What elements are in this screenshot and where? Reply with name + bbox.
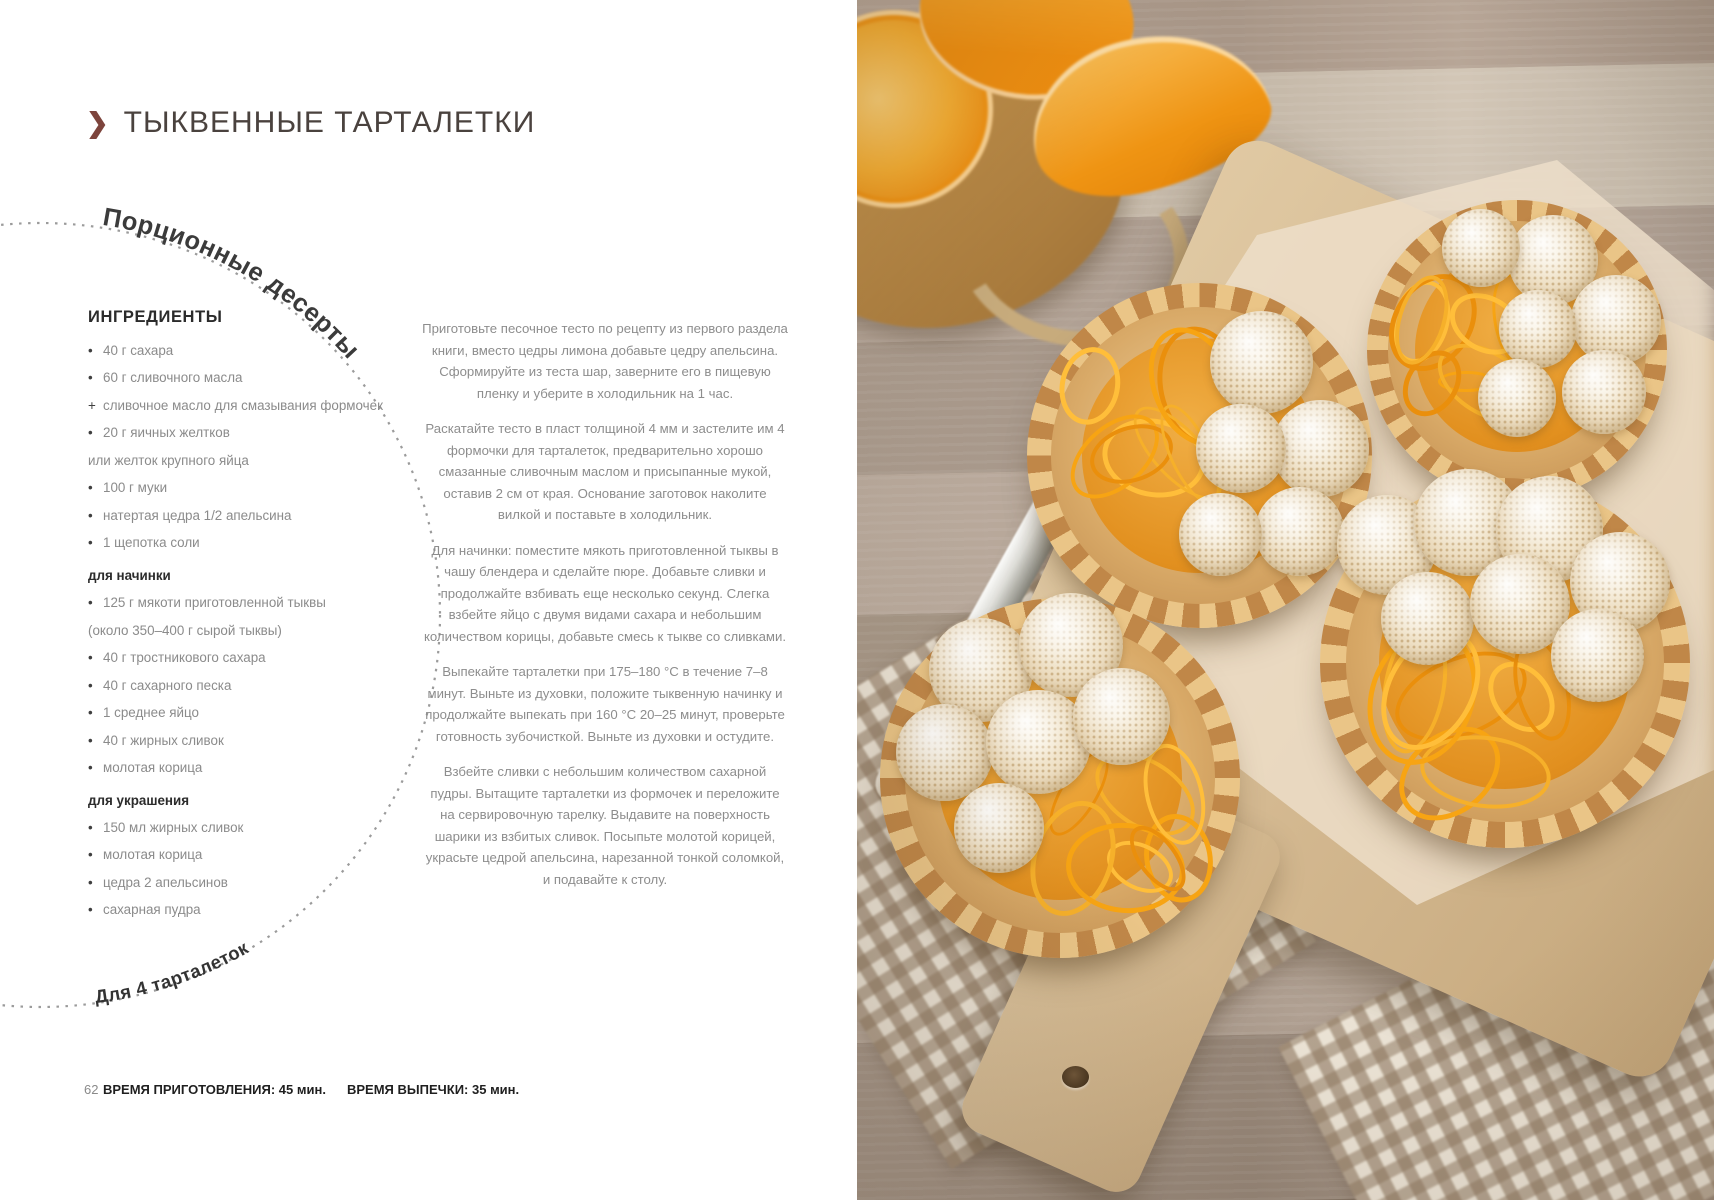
- pumpkin-tartlet: [1027, 283, 1372, 628]
- bake-time-label: ВРЕМЯ ВЫПЕЧКИ: 35 мин.: [347, 1082, 520, 1097]
- ingredient-item: [88, 589, 396, 616]
- ingredient-item: [88, 447, 396, 474]
- instruction-paragraph: Для начинки: поместите мякоть приготовленной тыквы в чашу блендера и сделайте пюре. Добавьте сливки и продолжайте взбивать еще несколько секунд. Слегка взбейте яйцо с двумя видами сахара и небольшим количеством корицы, добавьте смесь к тыкве со сливками.: [423, 542, 787, 644]
- ingredient-text: 40 г сахарного песка: [103, 677, 232, 693]
- ingredient-text: сахарная пудра: [103, 902, 201, 918]
- ingredient-text: 40 г сахара: [103, 343, 174, 358]
- whipped-cream-ball: [1562, 350, 1646, 434]
- ingredient-item: [88, 754, 396, 781]
- ingredient-item: [88, 869, 396, 896]
- ingredient-text: 40 г жирных сливок: [103, 732, 224, 748]
- instructions-section: [422, 318, 788, 904]
- ingredient-item: [88, 814, 396, 841]
- whipped-cream-ball: [1196, 404, 1286, 494]
- ingredient-item: [88, 502, 396, 529]
- ingredient-text: цедра 2 апельсинов: [103, 874, 228, 890]
- ingredient-text: или желток крупного яйца: [88, 452, 249, 468]
- pumpkin-tartlet: [1367, 200, 1667, 500]
- ingredients-section: [88, 308, 396, 924]
- instruction-paragraph: Выпекайте тарталетки при 175–180 °С в течение 7–8 минут. Выньте из духовки, положите тыквенную начинку и продолжайте выпекать при 160 °С 20–25 минут, проверьте готовность зубочисткой. Выньте из духовки и остудите.: [425, 664, 785, 744]
- bullet-icon: •: [88, 760, 93, 776]
- ingredient-item: [88, 644, 396, 671]
- bullet-icon: •: [88, 595, 93, 611]
- ingredients-list: [88, 337, 396, 924]
- ingredients-header: ИНГРЕДИЕНТЫ: [88, 308, 223, 326]
- bullet-icon: •: [88, 874, 93, 890]
- ingredient-text: натертая цедра 1/2 апельсина: [103, 507, 292, 523]
- ingredient-item: [88, 474, 396, 501]
- ingredient-text: 1 щепотка соли: [103, 535, 200, 551]
- bullet-icon: •: [88, 370, 93, 386]
- ingredient-item: [88, 727, 396, 754]
- bullet-icon: •: [88, 343, 93, 358]
- chevron-icon: ❯: [86, 107, 109, 138]
- bullet-icon: •: [88, 535, 93, 551]
- bullet-icon: •: [88, 425, 93, 441]
- whipped-cream-ball: [1179, 493, 1262, 576]
- ingredient-item: [88, 562, 396, 589]
- whipped-cream-ball: [1499, 290, 1577, 368]
- bullet-icon: •: [88, 480, 93, 496]
- ingredient-item: [88, 699, 396, 726]
- ingredient-text: 150 мл жирных сливок: [103, 819, 244, 835]
- pumpkin-tartlet: [880, 598, 1240, 958]
- bullet-icon: •: [88, 819, 93, 835]
- whipped-cream-ball: [1073, 668, 1170, 765]
- bullet-icon: •: [88, 847, 93, 863]
- recipe-title-row: [86, 106, 535, 140]
- ingredient-text: 40 г тростникового сахара: [103, 650, 266, 666]
- whipped-cream-ball: [1381, 572, 1474, 665]
- ingredient-item: [88, 392, 396, 419]
- bullet-icon: •: [88, 705, 93, 721]
- whipped-cream-ball: [1210, 311, 1314, 415]
- ingredient-item: [88, 787, 396, 814]
- ingredient-item: [88, 841, 396, 868]
- bullet-icon: •: [88, 677, 93, 693]
- whipped-cream-ball: [1551, 609, 1644, 702]
- whipped-cream-ball: [1478, 359, 1556, 437]
- whipped-cream-ball: [1255, 487, 1345, 577]
- ingredient-item: [88, 672, 396, 699]
- prep-time-label: ВРЕМЯ ПРИГОТОВЛЕНИЯ: 45 мин.: [103, 1082, 326, 1097]
- whipped-cream-ball: [1442, 209, 1520, 287]
- ingredient-item: [88, 896, 396, 923]
- bullet-icon: •: [88, 732, 93, 748]
- ingredient-item: [88, 617, 396, 644]
- ingredient-text: молотая корица: [103, 847, 203, 863]
- recipe-photo: [857, 0, 1714, 1200]
- whipped-cream-ball: [1272, 400, 1369, 497]
- ingredient-text: (около 350–400 г сырой тыквы): [88, 622, 282, 638]
- ingredient-item: [88, 529, 396, 556]
- ingredient-text: для украшения: [88, 792, 190, 808]
- ingredient-item: [88, 419, 396, 446]
- ingredient-item: [88, 337, 396, 364]
- ingredient-text: для начинки: [88, 567, 171, 583]
- pumpkin-tartlet: [1320, 478, 1690, 848]
- ingredient-text: 100 г муки: [103, 480, 168, 496]
- page-number: 62: [84, 1082, 99, 1097]
- bullet-icon: •: [88, 507, 93, 523]
- bullet-icon: •: [88, 902, 93, 918]
- ingredient-text: 20 г яичных желтков: [103, 425, 230, 441]
- bullet-icon: •: [88, 650, 93, 666]
- category-arc-text: Порционные десерты: [100, 203, 365, 365]
- instruction-paragraph: Раскатайте тесто в пласт толщиной 4 мм и застелите им 4 формочки для тарталеток, предварительно хорошо смазанные сливочным маслом и присыпанные мукой, оставив 2 см от края. Основание заготовок наколите вилкой и поставьте в холодильник.: [425, 421, 785, 523]
- instruction-paragraph: Приготовьте песочное тесто по рецепту из первого раздела книги, вместо цедры лимона добавьте цедру апельсина. Сформируйте из теста шар, заверните его в пищевую пленку и уберите в холодильник на 1 час.: [422, 321, 788, 401]
- ingredient-item: [88, 364, 396, 391]
- ingredient-text: 125 г мякоти приготовленной тыквы: [103, 595, 326, 611]
- bullet-icon: +: [88, 397, 96, 413]
- ingredient-text: сливочное масло для смазывания формочек: [103, 397, 383, 413]
- whipped-cream-ball: [954, 783, 1044, 873]
- instruction-paragraph: Взбейте сливки с небольшим количеством сахарной пудры. Вытащите тарталетки из формочек и переложите на сервировочную тарелку. Выдавите на поверхность шарики из взбитых сливок. Посыпьте молотой корицей, украсьте цедрой апельсина, нарезанной тонкой соломкой, и подавайте к столу.: [425, 764, 785, 887]
- ingredient-text: 1 среднее яйцо: [103, 705, 199, 721]
- yield-arc-text: Для 4 тарталеток: [93, 936, 252, 1008]
- cutting-board-hole: [1062, 1066, 1089, 1088]
- page-title: ТЫКВЕННЫЕ ТАРТАЛЕТКИ: [123, 106, 536, 139]
- ingredient-text: молотая корица: [103, 760, 203, 776]
- ingredient-text: 60 г сливочного масла: [103, 370, 243, 386]
